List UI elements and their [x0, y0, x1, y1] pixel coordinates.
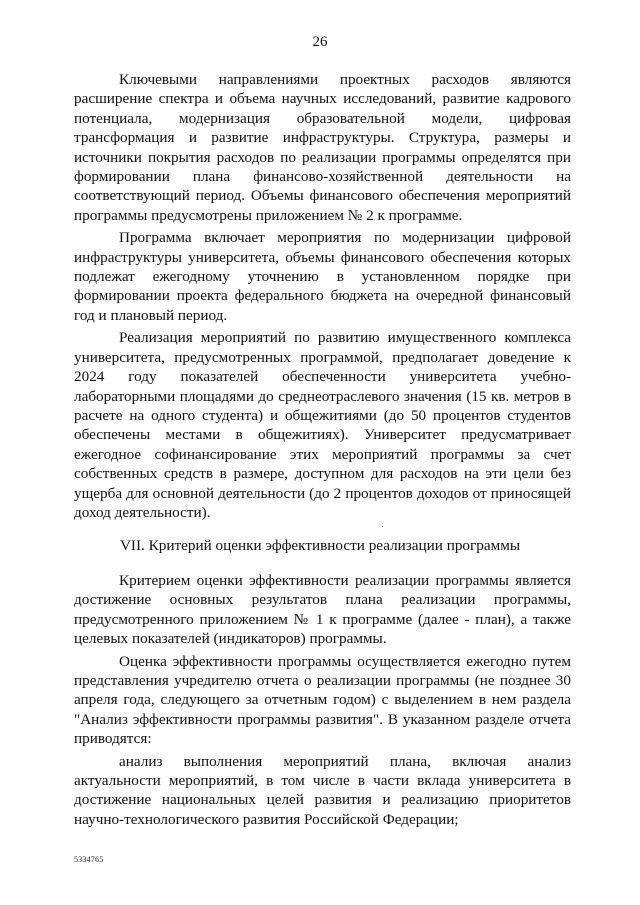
body-text-bottom — [74, 571, 571, 829]
document-code: 5334765 — [74, 855, 104, 864]
paragraph-property-complex: Реализация мероприятий по развитию имущественного комплекса университета, предусмотренных программой, предполагает доведение к 2024 году показателей обеспеченности университета учебно-лабораторными площадями до среднеотраслевого значения (15 кв. метров в расчете на одного студента) и общежитиями (до 50 процентов студентов обеспечены местами в общежитиях). Университет предусматривает ежегодное софинансирование этих мероприятий программы за счет собственных средств в размере, доступном для расходов на эти цели без ущерба для основной деятельности (до 2 процентов доходов от приносящей доход деятельности). — [74, 329, 571, 521]
paragraph-digital-infrastructure: Программа включает мероприятия по модернизации цифровой инфраструктуры университета, объемы финансового обеспечения которых подлежат ежегодному уточнению в установленном порядке при формировании проекта федерального бюджета на очередной финансовый год и плановый период. — [74, 229, 571, 324]
paragraph-evaluation-criterion: Критерием оценки эффективности реализации программы является достижение основных результатов плана реализации программы, предусмотренного приложением № 1 к программе (далее - план), а также целевых показателей (индикаторов) программы. — [74, 572, 571, 648]
paragraph-evaluation-procedure: Оценка эффективности программы осуществляется ежегодно путем представления учредителю отчета о реализации программы (не позднее 30 апреля года, следующего за отчетным годом) с выделением в нем раздела "Анализ эффективности программы развития". В указанном разделе отчета приводятся: — [74, 652, 571, 748]
scan-dot — [382, 526, 383, 527]
paragraph-expense-directions: Ключевыми направлениями проектных расходов являются расширение спектра и объема научных исследований, развитие кадрового потенциала, модернизация образовательной модели, цифровая трансформация и развитие инфраструктуры. Структура, размеры и источники покрытия расходов по реализации программы определятся при формировании плана финансово-хозяйственной деятельности на соответствующий период. Объемы финансового обеспечения мероприятий программы предусмотрены приложением № 2 к программе. — [74, 71, 571, 224]
body-text-top — [74, 70, 571, 522]
section-heading: VII. Критерий оценки эффективности реализации программы — [119, 537, 521, 554]
paragraph-analysis-item: анализ выполнения мероприятий плана, включая анализ актуальности мероприятий, в том числе в части вклада университета в достижение национальных целей развития и реализацию приоритетов научно-технологического развития Российской Федерации; — [74, 752, 571, 828]
page-number: 26 — [312, 34, 328, 50]
